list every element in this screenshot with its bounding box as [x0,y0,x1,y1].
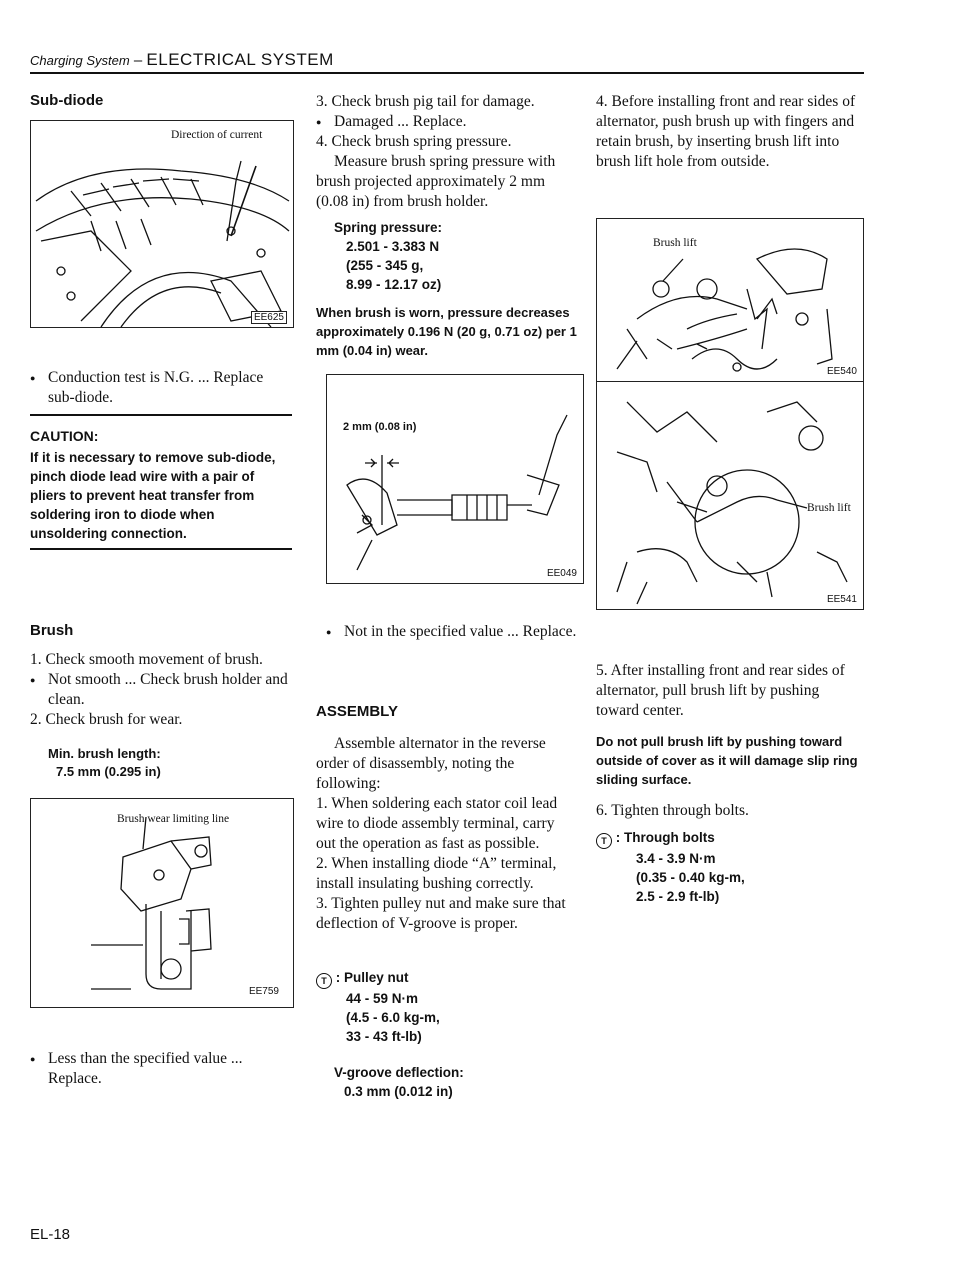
fig1-code: EE625 [251,311,287,324]
spring-value-2: (255 - 345 g, [346,258,424,273]
vgroove-label: V-groove deflection: [334,1065,464,1080]
assembly-intro: Assemble alternator in the reverse order of disassembly, noting the following: [316,735,546,792]
brush-step-1: 1. Check smooth movement of brush. [30,651,263,668]
fig2-callout: Brush wear limiting line [117,813,230,825]
less-bullet [30,1049,292,1089]
header-rule [30,72,864,74]
brush-bullet-not-smooth [30,670,292,710]
brush-bullet-not-smooth-text: Not smooth ... Check brush holder and clean. [48,671,288,708]
torque-icon [316,973,332,989]
not-spec-bullet [326,622,578,642]
pulley-value-1: 44 - 59 N·m [346,991,419,1006]
fig2-code: EE759 [248,986,279,997]
brush-lift-figure-2 [596,381,864,610]
brush-step-2: 2. Check brush for wear. [30,711,183,728]
conduction-bullet [30,368,292,408]
spring-value-3: 8.99 - 12.17 oz) [346,277,442,292]
spring-pressure-illustration [327,375,583,583]
fig4-code: EE540 [826,366,857,377]
caution-heading: CAUTION: [30,428,99,444]
fig5-code: EE541 [826,594,857,605]
fig3-callout: 2 mm (0.08 in) [343,421,417,433]
vgroove-value: 0.3 mm (0.012 in) [344,1084,453,1099]
fig3-code: EE049 [546,568,577,579]
col3-note-5: Do not pull brush lift by pushing toward outside of cover as it will damage slip ring sliding surface. [596,734,858,787]
header-dash: – [129,52,147,69]
col3-step-5: 5. After installing front and rear sides of alternator, pull brush lift by pushing toward center. [596,662,845,719]
bolts-value-3: 2.5 - 2.9 ft-lb) [636,889,720,904]
col3-step-4: 4. Before installing front and rear sides of alternator, push brush up with fingers and retain brush, by inserting brush lift into brush lift hole from outside. [596,93,856,170]
worn-note: When brush is worn, pressure decreases approximately 0.196 N (20 g, 0.71 oz) per 1 mm (0.04 in) wear. [316,305,577,358]
header-section-italic: Charging System [30,53,130,68]
spring-pressure-figure [326,374,584,584]
brush-lift-illustration-2 [597,382,863,609]
caution-top-rule [30,414,292,416]
assembly-block [316,734,578,934]
assembly-step-2: 2. When installing diode “A” terminal, install insulating bushing correctly. [316,855,557,892]
assembly-heading: ASSEMBLY [316,703,398,720]
col2-bullet-damaged-text: Damaged ... Replace. [334,113,467,130]
col2-top-block [316,92,580,212]
assembly-step-3: 3. Tighten pulley nut and make sure that deflection of V-groove is proper. [316,895,566,932]
col2-bullet-damaged [316,112,580,132]
bolts-label: : Through bolts [615,830,715,845]
torque-icon [596,833,612,849]
sub-diode-figure [30,120,294,328]
col2-step-4: 4. Check brush spring pressure. [316,133,512,150]
col3-step-6: 6. Tighten through bolts. [596,802,749,819]
fig1-callout: Direction of current [171,129,263,141]
fig4-callout: Brush lift [653,237,697,249]
min-brush-label: Min. brush length: [48,746,161,761]
brush-lift-figure-1 [596,218,864,382]
spring-label: Spring pressure: [334,220,443,235]
vgroove-block [334,1063,464,1101]
spring-value-1: 2.501 - 3.383 N [346,239,440,254]
brush-wear-illustration [31,799,293,1007]
caution-text: If it is necessary to remove sub-diode, pinch diode lead wire with a pair of pliers to prevent heat transfer from soldering iron to diode when unsoldering connection. [30,450,276,541]
torque-icon-letter: T [321,976,327,986]
bolts-torque-block [596,828,745,906]
header-section-caps: ELECTRICAL SYSTEM [146,50,334,69]
col2-measure: Measure brush spring pressure with brush projected approximately 2 mm (0.08 in) from brush holder. [316,153,556,210]
sub-diode-illustration [31,121,293,327]
min-brush-value: 7.5 mm (0.295 in) [56,764,161,779]
bolts-value-1: 3.4 - 3.9 N·m [636,851,716,866]
less-bullet-text: Less than the specified value ... Replace. [48,1050,243,1087]
assembly-step-1: 1. When soldering each stator coil lead wire to diode assembly terminal, carry out the operation as fast as possible. [316,795,558,852]
sub-diode-heading: Sub-diode [30,92,104,109]
conduction-bullet-text: Conduction test is N.G. ... Replace sub-diode. [48,369,264,406]
brush-lift-illustration-1 [597,219,863,381]
pulley-value-3: 33 - 43 ft-lb) [346,1029,422,1044]
caution-bottom-rule [30,548,292,550]
fig5-callout: Brush lift [807,502,851,514]
bolts-value-2: (0.35 - 0.40 kg-m, [636,870,745,885]
pulley-torque-block [316,968,440,1046]
page-header [30,50,334,70]
pulley-value-2: (4.5 - 6.0 kg-m, [346,1010,440,1025]
col2-step-3: 3. Check brush pig tail for damage. [316,93,535,110]
pulley-label: : Pulley nut [335,970,409,985]
not-spec-bullet-text: Not in the specified value ... Replace. [344,623,577,640]
torque-icon-letter: T [601,836,607,846]
brush-block [30,650,292,730]
brush-heading: Brush [30,622,74,639]
page-number: EL-18 [30,1226,71,1243]
brush-wear-figure [30,798,294,1008]
spring-pressure-block [334,218,442,294]
